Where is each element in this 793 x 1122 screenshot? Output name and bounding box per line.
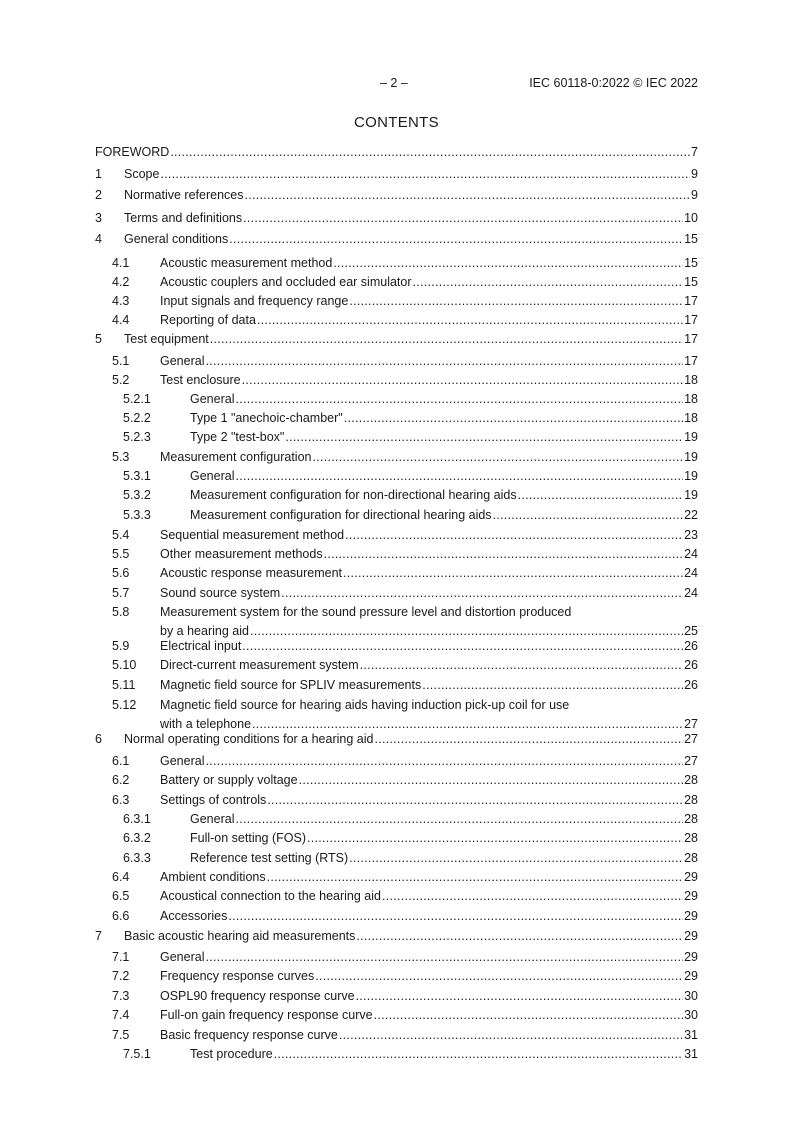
dot-leader — [374, 730, 683, 749]
toc-entry-page: 27 — [684, 717, 698, 731]
dot-leader — [274, 1045, 683, 1064]
toc-entry-page: 19 — [684, 488, 698, 502]
toc-entry-page: 15 — [684, 275, 698, 289]
toc-entry-title: Test enclosure — [160, 373, 241, 387]
toc-entry-number: 4.3 — [112, 294, 130, 308]
dot-leader — [267, 868, 683, 887]
toc-entry-number: 5.2.3 — [123, 430, 151, 444]
toc-entry-page: 9 — [691, 188, 698, 202]
toc-entry-page: 19 — [684, 469, 698, 483]
toc-entry-number: 5.12 — [112, 698, 137, 712]
toc-entry-title: Direct-current measurement system — [160, 658, 359, 672]
toc-entry-title: Acoustic response measurement — [160, 566, 343, 580]
toc-entry-title-continued: with a telephone — [160, 717, 252, 731]
toc-entry-page: 25 — [684, 624, 698, 638]
dot-leader — [299, 771, 684, 790]
toc-entry-number: 7.5 — [112, 1028, 130, 1042]
toc-entry-page: 24 — [684, 586, 698, 600]
toc-entry-number: 5.2.2 — [123, 411, 151, 425]
toc-entry-number: 5.3.1 — [123, 469, 151, 483]
dot-leader — [333, 254, 683, 273]
toc-entry-number: 5.3.2 — [123, 488, 151, 502]
toc-entry-title: Settings of controls — [160, 793, 267, 807]
toc-entry-title: Reference test setting (RTS) — [190, 851, 349, 865]
toc-entry-page: 29 — [684, 870, 698, 884]
dot-leader — [345, 526, 683, 545]
toc-entry-page: 27 — [684, 754, 698, 768]
toc-entry-page: 31 — [684, 1028, 698, 1042]
toc-entry-page: 31 — [684, 1047, 698, 1061]
toc-entry-page: 24 — [684, 566, 698, 580]
dot-leader — [339, 1026, 683, 1045]
toc-entry-number: 5.1 — [112, 354, 130, 368]
toc-entry-number: 7.4 — [112, 1008, 130, 1022]
toc-entry-title: General — [190, 469, 235, 483]
toc-entry-page: 18 — [684, 411, 698, 425]
dot-leader — [382, 887, 683, 906]
toc-entry-title: Test equipment — [124, 332, 209, 346]
toc-entry-title: Normal operating conditions for a hearing aid — [124, 732, 374, 746]
toc-entry-title: Acoustic couplers and occluded ear simulator — [160, 275, 412, 289]
toc-entry-title: Frequency response curves — [160, 969, 315, 983]
toc-entry-title: Full-on gain frequency response curve — [160, 1008, 373, 1022]
toc-entry-page: 28 — [684, 851, 698, 865]
toc-entry-number: 6.3.1 — [123, 812, 151, 826]
toc-entry-title: Test procedure — [190, 1047, 273, 1061]
toc-entry-title: Basic acoustic hearing aid measurements — [124, 929, 356, 943]
toc-entry-number: 6.1 — [112, 754, 130, 768]
dot-leader — [349, 292, 683, 311]
toc-entry-number: 6.5 — [112, 889, 130, 903]
toc-entry-title: Acoustic measurement method — [160, 256, 333, 270]
dot-leader — [493, 506, 684, 525]
toc-entry-number: 2 — [95, 188, 102, 202]
dot-leader — [242, 371, 683, 390]
toc-entry-page: 28 — [684, 793, 698, 807]
toc-entry-page: 17 — [684, 313, 698, 327]
dot-leader — [235, 467, 683, 486]
toc-entry-title: FOREWORD — [95, 145, 170, 159]
document-id: IEC 60118-0:2022 © IEC 2022 — [529, 76, 698, 90]
dot-leader — [228, 907, 683, 926]
toc-entry-title-continued: by a hearing aid — [160, 624, 249, 638]
toc-entry-title: Input signals and frequency range — [160, 294, 349, 308]
contents-title: CONTENTS — [354, 114, 439, 131]
dot-leader — [315, 967, 683, 986]
toc-entry-page: 17 — [684, 332, 698, 346]
page-number: – 2 – — [380, 76, 408, 90]
toc-entry-page: 26 — [684, 658, 698, 672]
toc-entry-page: 29 — [684, 950, 698, 964]
toc-entry-title: Ambient conditions — [160, 870, 266, 884]
toc-entry-number: 7.5.1 — [123, 1047, 151, 1061]
dot-leader — [413, 273, 684, 292]
toc-entry-page: 15 — [684, 256, 698, 270]
toc-entry-title: Acoustical connection to the hearing aid — [160, 889, 381, 903]
dot-leader — [235, 810, 683, 829]
toc-entry-number: 5 — [95, 332, 102, 346]
dot-leader — [343, 564, 683, 583]
toc-entry-title: Reporting of data — [160, 313, 256, 327]
toc-entry-number: 1 — [95, 167, 102, 181]
toc-entry-number: 6.6 — [112, 909, 130, 923]
toc-entry-page: 30 — [684, 1008, 698, 1022]
toc-entry-title: Battery or supply voltage — [160, 773, 298, 787]
toc-entry-number: 7.3 — [112, 989, 130, 1003]
dot-leader — [307, 829, 683, 848]
toc-entry-number: 6.4 — [112, 870, 130, 884]
toc-entry-title: Other measurement methods — [160, 547, 323, 561]
toc-entry-title: Magnetic field source for hearing aids having induction pick-up coil for use — [160, 698, 570, 712]
toc-entry-number: 5.5 — [112, 547, 130, 561]
dot-leader — [170, 143, 690, 162]
toc-entry-title: Measurement configuration for non-directional hearing aids — [190, 488, 517, 502]
toc-entry-number: 5.9 — [112, 639, 130, 653]
dot-leader — [281, 584, 683, 603]
toc-entry-page: 18 — [684, 373, 698, 387]
toc-entry-number: 4 — [95, 232, 102, 246]
toc-entry-page: 26 — [684, 678, 698, 692]
toc-entry-title: General — [190, 812, 235, 826]
toc-entry-page: 9 — [691, 167, 698, 181]
toc-entry-page: 17 — [684, 294, 698, 308]
toc-entry-page: 28 — [684, 812, 698, 826]
toc-entry-title: Type 2 "test-box" — [190, 430, 285, 444]
toc-entry-title: General conditions — [124, 232, 229, 246]
toc-entry-page: 19 — [684, 450, 698, 464]
dot-leader — [360, 656, 683, 675]
toc-entry-title: General — [190, 392, 235, 406]
dot-leader — [374, 1006, 683, 1025]
toc-entry-page: 24 — [684, 547, 698, 561]
toc-entry-number: 5.10 — [112, 658, 137, 672]
toc-entry-page: 26 — [684, 639, 698, 653]
toc-entry-page: 23 — [684, 528, 698, 542]
toc-entry-page: 29 — [684, 969, 698, 983]
toc-entry-number: 6.3.3 — [123, 851, 151, 865]
toc-entry-number: 4.2 — [112, 275, 130, 289]
toc-entry-page: 27 — [684, 732, 698, 746]
dot-leader — [356, 987, 684, 1006]
toc-entry-number: 6.3 — [112, 793, 130, 807]
toc-entry-title: Basic frequency response curve — [160, 1028, 338, 1042]
toc-entry-page: 28 — [684, 773, 698, 787]
toc-entry-title: General — [160, 754, 205, 768]
dot-leader — [242, 637, 683, 656]
dot-leader — [205, 352, 683, 371]
toc-entry-title: General — [160, 950, 205, 964]
dot-leader — [235, 390, 683, 409]
toc-entry-title: Normative references — [124, 188, 244, 202]
toc-entry-number: 6.2 — [112, 773, 130, 787]
toc-entry-page: 30 — [684, 989, 698, 1003]
dot-leader — [160, 165, 690, 184]
toc-entry-title: OSPL90 frequency response curve — [160, 989, 355, 1003]
dot-leader — [422, 676, 683, 695]
toc-entry-page: 17 — [684, 354, 698, 368]
toc-entry-number: 7.1 — [112, 950, 130, 964]
toc-entry-page: 22 — [684, 508, 698, 522]
toc-entry-number: 3 — [95, 211, 102, 225]
toc-entry-title: Scope — [124, 167, 160, 181]
toc-entry-page: 7 — [691, 145, 698, 159]
toc-entry-title: Magnetic field source for SPLIV measurements — [160, 678, 422, 692]
dot-leader — [205, 752, 683, 771]
dot-leader — [312, 448, 683, 467]
dot-leader — [518, 486, 684, 505]
toc-entry-page: 10 — [684, 211, 698, 225]
toc-entry-title: Measurement configuration — [160, 450, 312, 464]
toc-entry-number: 7.2 — [112, 969, 130, 983]
toc-entry-title: Terms and definitions — [124, 211, 243, 225]
dot-leader — [349, 849, 683, 868]
dot-leader — [243, 209, 683, 228]
dot-leader — [344, 409, 683, 428]
toc-entry-number: 7 — [95, 929, 102, 943]
toc-entry-page: 29 — [684, 889, 698, 903]
toc-entry-number: 6.3.2 — [123, 831, 151, 845]
dot-leader — [356, 927, 683, 946]
toc-entry-title: Full-on setting (FOS) — [190, 831, 307, 845]
toc-entry-page: 18 — [684, 392, 698, 406]
toc-entry-number: 5.7 — [112, 586, 130, 600]
toc-entry-title: Electrical input — [160, 639, 242, 653]
dot-leader — [245, 186, 691, 205]
toc-entry-title: General — [160, 354, 205, 368]
dot-leader — [210, 330, 683, 349]
toc-entry-number: 5.2.1 — [123, 392, 151, 406]
dot-leader — [267, 791, 683, 810]
dot-leader — [205, 948, 683, 967]
toc-entry-number: 5.6 — [112, 566, 130, 580]
dot-leader — [324, 545, 684, 564]
toc-entry-page: 19 — [684, 430, 698, 444]
toc-entry-number: 5.3.3 — [123, 508, 151, 522]
toc-entry-number: 5.3 — [112, 450, 130, 464]
toc-entry-page: 28 — [684, 831, 698, 845]
toc-entry-title: Measurement configuration for directional hearing aids — [190, 508, 492, 522]
toc-entry-number: 5.2 — [112, 373, 130, 387]
toc-entry-title: Type 1 "anechoic-chamber" — [190, 411, 343, 425]
dot-leader — [229, 230, 683, 249]
toc-entry-title: Sequential measurement method — [160, 528, 345, 542]
toc-entry-page: 15 — [684, 232, 698, 246]
toc-entry-page: 29 — [684, 929, 698, 943]
toc-entry-number: 6 — [95, 732, 102, 746]
toc-entry-page: 29 — [684, 909, 698, 923]
toc-entry-number: 5.8 — [112, 605, 130, 619]
toc-entry-number: 4.1 — [112, 256, 130, 270]
toc-entry-title: Accessories — [160, 909, 228, 923]
toc-entry-title: Sound source system — [160, 586, 281, 600]
toc-entry-number: 5.4 — [112, 528, 130, 542]
toc-entry-number: 5.11 — [112, 678, 136, 692]
dot-leader — [285, 428, 683, 447]
toc-entry-title: Measurement system for the sound pressure level and distortion produced — [160, 605, 572, 619]
toc-entry-number: 4.4 — [112, 313, 130, 327]
dot-leader — [257, 311, 683, 330]
